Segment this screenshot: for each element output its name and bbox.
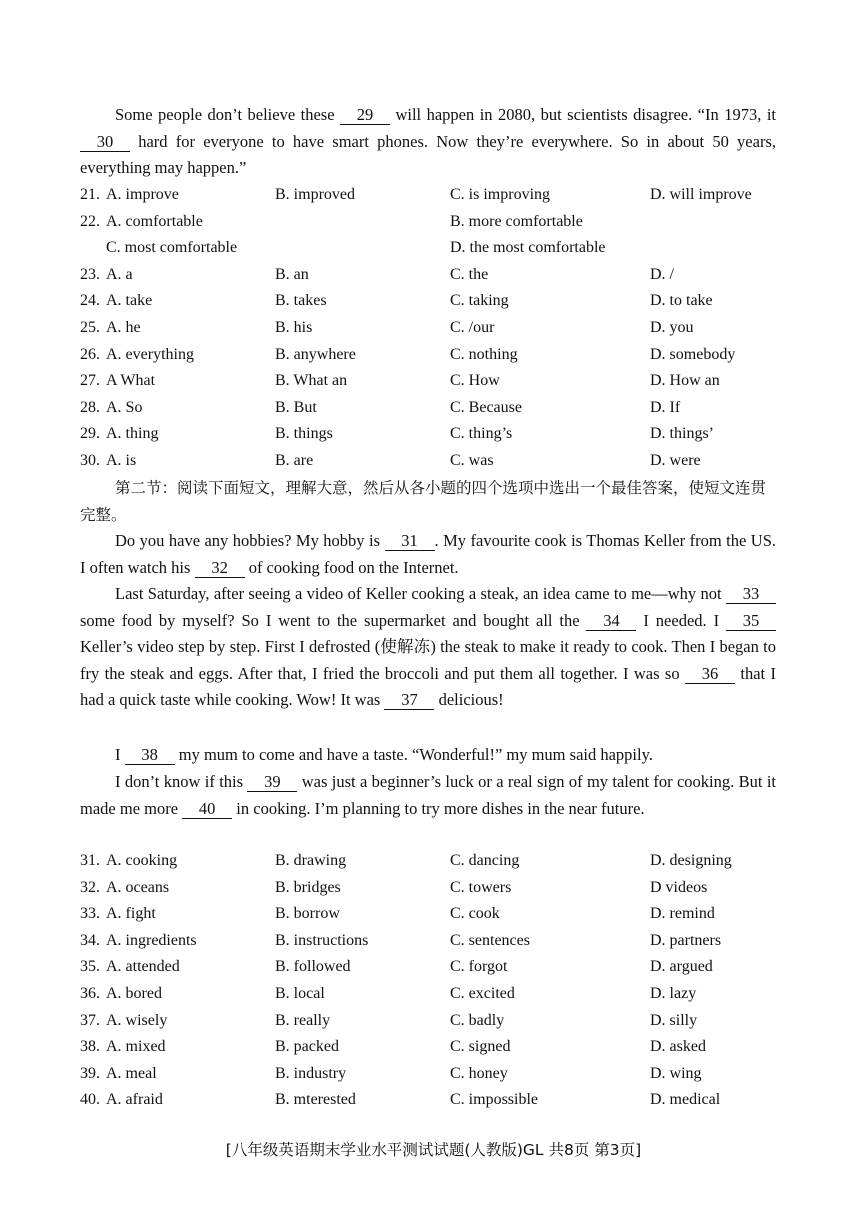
option-a: A. cooking	[106, 852, 178, 869]
question-row	[80, 421, 780, 448]
question-number: 34.	[80, 931, 100, 949]
option-a: A. everything	[106, 345, 194, 363]
option-b: B. followed	[275, 958, 351, 976]
option-d: D. lazy	[650, 984, 697, 1002]
question-row	[80, 954, 780, 981]
option-b: B. his	[275, 318, 313, 336]
option-a: A. fight	[106, 905, 156, 923]
option-b: B. takes	[275, 292, 327, 310]
question-row	[80, 1061, 780, 1088]
option-a: A. So	[106, 398, 143, 416]
question-number: 29.	[80, 425, 100, 443]
option-c: C. excited	[450, 984, 515, 1002]
option-a: A. attended	[106, 958, 180, 976]
passage-text: will happen in 2080, but scientists disagree. “In 1973, it	[389, 105, 776, 124]
question-number: 32.	[80, 878, 100, 896]
option-d: D. If	[650, 398, 681, 416]
option-b: B. really	[275, 1011, 331, 1029]
option-a: A. is	[106, 451, 137, 469]
question-row	[80, 395, 780, 422]
option-a: A What	[106, 372, 156, 390]
option-c: D. the most comfortable	[450, 239, 606, 257]
option-d: D. argued	[650, 958, 713, 976]
option-a: A. take	[106, 292, 153, 310]
blank-31: 31	[385, 532, 435, 551]
passage-text: my mum to come and have a taste. “Wonderful!” my mum said happily.	[174, 745, 653, 764]
option-c: C. is improving	[450, 186, 551, 203]
option-d: D. How an	[650, 372, 720, 390]
option-c: B. more comfortable	[450, 212, 583, 230]
option-c: C. taking	[450, 292, 509, 310]
question-number: 22.	[80, 212, 100, 230]
option-d: D. silly	[650, 1011, 698, 1029]
question-row	[80, 1087, 780, 1114]
question-row	[80, 448, 780, 475]
blank-38: 38	[125, 746, 175, 765]
option-d: D. asked	[650, 1038, 706, 1056]
passage-text: in cooking. I’m planning to try more dishes in the near future.	[232, 798, 645, 818]
passage-text: delicious!	[434, 690, 504, 710]
question-number: 38.	[80, 1038, 100, 1056]
option-a: C. most comfortable	[106, 239, 238, 257]
question-number: 40.	[80, 1091, 100, 1109]
option-a: A. a	[106, 265, 133, 283]
question-row	[80, 901, 780, 928]
option-b: B. an	[275, 265, 309, 283]
passage-text: I	[115, 745, 125, 764]
option-b: B. things	[275, 425, 333, 443]
question-row	[80, 235, 780, 262]
option-c: C. the	[450, 265, 489, 283]
blank-33: 33	[726, 585, 776, 604]
passage-text: Some people don’t believe these	[115, 105, 340, 124]
option-d: D. partners	[650, 931, 722, 949]
option-b: B. industry	[275, 1064, 347, 1082]
question-row	[80, 315, 780, 342]
option-b: B. bridges	[275, 878, 341, 896]
option-b: B. mterested	[275, 1091, 356, 1109]
option-d: D. wing	[650, 1064, 702, 1082]
option-c: C. How	[450, 372, 500, 390]
option-b: B. anywhere	[275, 345, 356, 363]
question-row	[80, 875, 780, 902]
question-number: 25.	[80, 318, 100, 336]
option-b: B. packed	[275, 1038, 339, 1056]
question-row	[80, 368, 780, 395]
blank-29: 29	[340, 106, 390, 125]
blank-37: 37	[384, 691, 434, 710]
passage-text: was just a beginner’s luck or a real sign of my talent for cooking. But it made me more	[80, 772, 776, 818]
passage-text: some food by myself? So I went to the supermarket and bought all the	[80, 610, 587, 630]
passage-text: I don’t know if this	[115, 772, 248, 791]
question-row	[80, 1008, 780, 1035]
question-row	[80, 981, 780, 1008]
option-d: D videos	[650, 878, 708, 896]
option-c: C. honey	[450, 1064, 508, 1082]
question-row	[80, 928, 780, 955]
options-31-40	[80, 848, 780, 1114]
option-a: A. wisely	[106, 1011, 168, 1029]
option-c: C. sentences	[450, 931, 530, 949]
passage-paragraph-1	[80, 528, 776, 581]
blank-30: 30	[80, 133, 130, 152]
blank-35: 35	[726, 612, 776, 631]
passage-paragraph-4	[80, 769, 776, 822]
question-number: 23.	[80, 265, 100, 283]
passage-text: Keller’s video step by step. First I defrosted (使解冻) the steak to make it ready to cook. Then I began to fry the steak and eggs. After that, I fried the broccoli and put them all together. I was so	[80, 637, 776, 683]
option-c: C. forgot	[450, 958, 508, 976]
option-d: D. were	[650, 451, 701, 469]
question-number: 27.	[80, 372, 100, 390]
option-a: A. bored	[106, 984, 162, 1002]
passage-text: of cooking food on the Internet.	[244, 557, 459, 577]
option-b: B. are	[275, 451, 314, 469]
blank-36: 36	[685, 665, 735, 684]
question-number: 28.	[80, 398, 100, 416]
option-b: B. instructions	[275, 931, 369, 949]
question-number: 30.	[80, 451, 100, 469]
option-b: B. drawing	[275, 852, 347, 869]
option-c: C. /our	[450, 318, 495, 336]
option-c: C. was	[450, 451, 494, 469]
option-a: A. he	[106, 318, 141, 336]
passage-text: hard for everyone to have smart phones. Now they’re everywhere. So in about 50 years, everything may happen.”	[80, 131, 776, 178]
option-d: D. designing	[650, 852, 732, 869]
question-number: 24.	[80, 292, 100, 310]
question-number: 35.	[80, 958, 100, 976]
question-row	[80, 262, 780, 289]
passage-text: . My favourite cook is Thomas Keller from the US. I often watch his	[80, 531, 776, 577]
option-a: A. afraid	[106, 1091, 163, 1109]
passage-text: Last Saturday, after seeing a video of Keller cooking a steak, an idea came to me—why not	[115, 584, 726, 603]
passage-text: that I had a quick taste while cooking. Wow! It was	[80, 663, 776, 710]
option-c: C. badly	[450, 1011, 505, 1029]
passage-text: Do you have any hobbies? My hobby is	[115, 531, 385, 550]
passage-text: I needed. I	[636, 610, 726, 630]
option-a: A. ingredients	[106, 931, 197, 949]
option-c: C. towers	[450, 878, 512, 896]
option-b: B. improved	[275, 186, 355, 203]
question-number: 37.	[80, 1011, 100, 1029]
option-b: B. borrow	[275, 905, 340, 923]
option-a: A. meal	[106, 1064, 157, 1082]
question-number: 33.	[80, 905, 100, 923]
passage-paragraph-2	[80, 581, 776, 714]
option-d: D. to take	[650, 292, 713, 310]
option-b: B. What an	[275, 372, 348, 390]
option-d: D. remind	[650, 905, 715, 923]
blank-40: 40	[182, 800, 232, 819]
question-number: 26.	[80, 345, 100, 363]
question-row	[80, 1034, 780, 1061]
option-c: C. thing’s	[450, 425, 513, 443]
option-d: D. you	[650, 318, 694, 336]
question-number: 39.	[80, 1064, 100, 1082]
option-c: C. Because	[450, 398, 522, 416]
option-a: A. mixed	[106, 1038, 166, 1056]
page-footer: [八年级英语期末学业水平测试试题(人教版)GL 共8页 第3页]	[225, 1141, 642, 1159]
section-2-instructions: 第二节：阅读下面短文，理解大意，然后从各小题的四个选项中选出一个最佳答案，使短文连贯完整。	[80, 479, 767, 524]
option-c: C. impossible	[450, 1091, 539, 1109]
option-b: B. local	[275, 984, 325, 1002]
option-c: C. nothing	[450, 345, 518, 363]
option-a: A. comfortable	[106, 212, 203, 230]
blank-39: 39	[247, 773, 297, 792]
option-d: D. somebody	[650, 345, 736, 363]
question-row	[80, 209, 780, 236]
passage-paragraph-3	[80, 742, 776, 769]
option-d: D. will improve	[650, 186, 752, 203]
option-d: D. things’	[650, 425, 714, 443]
question-number: 21.	[80, 186, 100, 203]
question-row	[80, 182, 780, 209]
option-d: D. medical	[650, 1091, 721, 1109]
question-number: 36.	[80, 984, 100, 1002]
option-c: C. cook	[450, 905, 500, 923]
question-row	[80, 342, 780, 369]
option-b: B. But	[275, 398, 317, 416]
passage-intro	[80, 102, 776, 182]
option-a: A. oceans	[106, 878, 170, 896]
option-c: C. dancing	[450, 852, 520, 869]
question-row	[80, 848, 780, 875]
option-c: C. signed	[450, 1038, 511, 1056]
option-a: A. thing	[106, 425, 159, 443]
options-21-30	[80, 182, 780, 475]
blank-32: 32	[195, 559, 245, 578]
blank-34: 34	[586, 612, 636, 631]
option-d: D. /	[650, 265, 674, 283]
question-row	[80, 288, 780, 315]
option-a: A. improve	[106, 186, 179, 203]
question-number: 31.	[80, 852, 100, 869]
